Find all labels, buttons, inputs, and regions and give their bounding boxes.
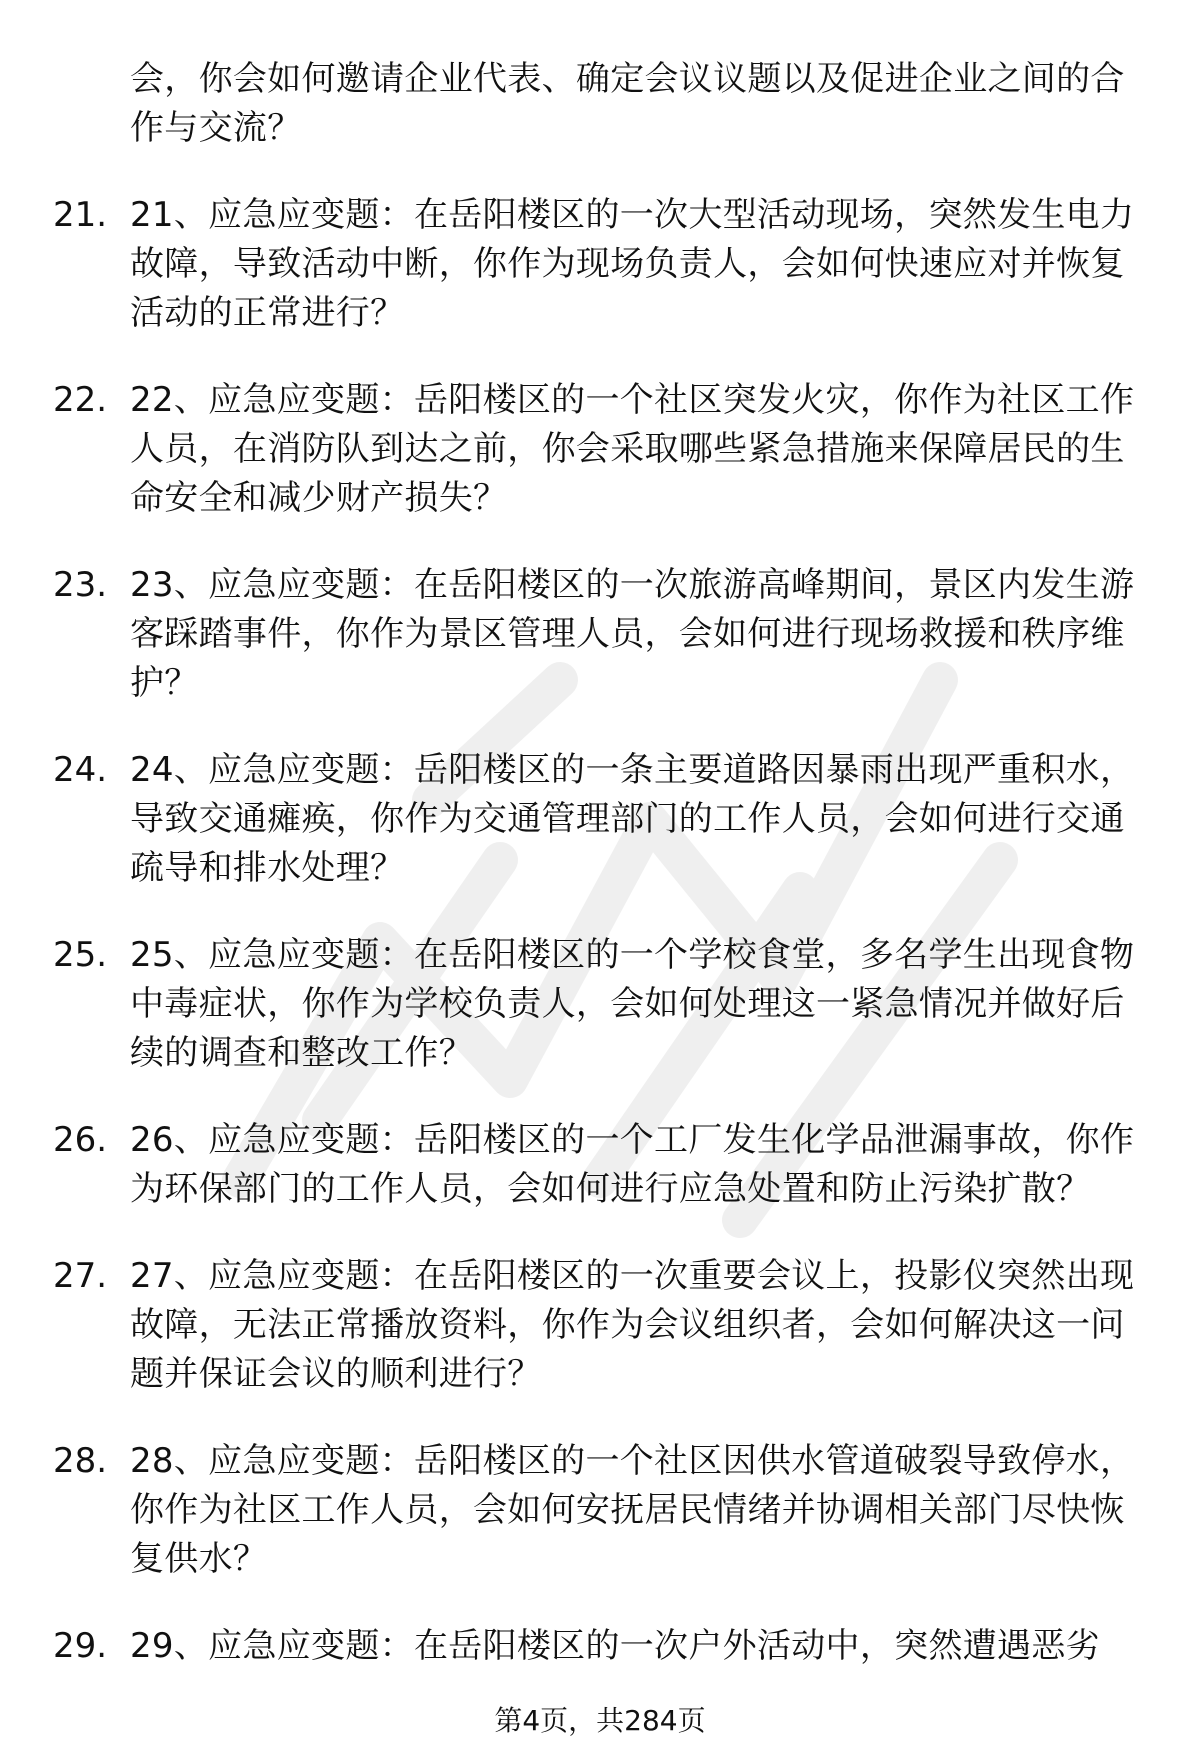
list-item-number: 29.: [53, 1626, 108, 1666]
list-item: [0, 1622, 1200, 1671]
list-item-text: 28、应急应变题：岳阳楼区的一个社区因供水管道破裂导致停水，你作为社区工作人员，会如何安抚居民情绪并协调相关部门尽快恢复供水？: [130, 1441, 1135, 1579]
list-item-text: 24、应急应变题：岳阳楼区的一条主要道路因暴雨出现严重积水，导致交通瘫痪，你作为交通管理部门的工作人员，会如何进行交通疏导和排水处理？: [130, 750, 1135, 888]
list-item: [0, 376, 1200, 523]
list-item-number: 27.: [53, 1256, 108, 1296]
list-item-number: 25.: [53, 935, 108, 975]
list-item-text: 29、应急应变题：在岳阳楼区的一次户外活动中，突然遭遇恶劣: [130, 1626, 1100, 1666]
list-item-text: 27、应急应变题：在岳阳楼区的一次重要会议上，投影仪突然出现故障，无法正常播放资料，你作为会议组织者，会如何解决这一问题并保证会议的顺利进行？: [130, 1256, 1135, 1394]
list-item-text: 23、应急应变题：在岳阳楼区的一次旅游高峰期间，景区内发生游客踩踏事件，你作为景区管理人员，会如何进行现场救援和秩序维护？: [130, 565, 1135, 703]
list-item: [0, 191, 1200, 338]
list-item: [0, 561, 1200, 708]
list-item-text: 22、应急应变题：岳阳楼区的一个社区突发火灾，你作为社区工作人员，在消防队到达之前，你会采取哪些紧急措施来保障居民的生命安全和减少财产损失？: [130, 380, 1135, 518]
page-footer: 第4页，共284页: [494, 1704, 706, 1737]
list-item-number: 22.: [53, 380, 108, 420]
list-item: [0, 1116, 1200, 1214]
question-list: [0, 55, 1200, 1671]
list-item: [0, 931, 1200, 1078]
continued-question-text: 会，你会如何邀请企业代表、确定会议议题以及促进企业之间的合作与交流？: [130, 59, 1125, 148]
list-item: [0, 746, 1200, 893]
list-item-number: 23.: [53, 565, 108, 605]
list-item-number: 21.: [53, 195, 108, 235]
list-item-number: 28.: [53, 1441, 108, 1481]
list-item: [0, 1252, 1200, 1399]
list-item-text: 25、应急应变题：在岳阳楼区的一个学校食堂，多名学生出现食物中毒症状，你作为学校负责人，会如何处理这一紧急情况并做好后续的调查和整改工作？: [130, 935, 1135, 1073]
list-item: [0, 1437, 1200, 1584]
list-item-text: 21、应急应变题：在岳阳楼区的一次大型活动现场，突然发生电力故障，导致活动中断，你作为现场负责人，会如何快速应对并恢复活动的正常进行？: [130, 195, 1135, 333]
list-item-text: 26、应急应变题：岳阳楼区的一个工厂发生化学品泄漏事故，你作为环保部门的工作人员，会如何进行应急处置和防止污染扩散？: [130, 1120, 1135, 1209]
list-item-number: 24.: [53, 750, 108, 790]
list-item-number: 26.: [53, 1120, 108, 1160]
